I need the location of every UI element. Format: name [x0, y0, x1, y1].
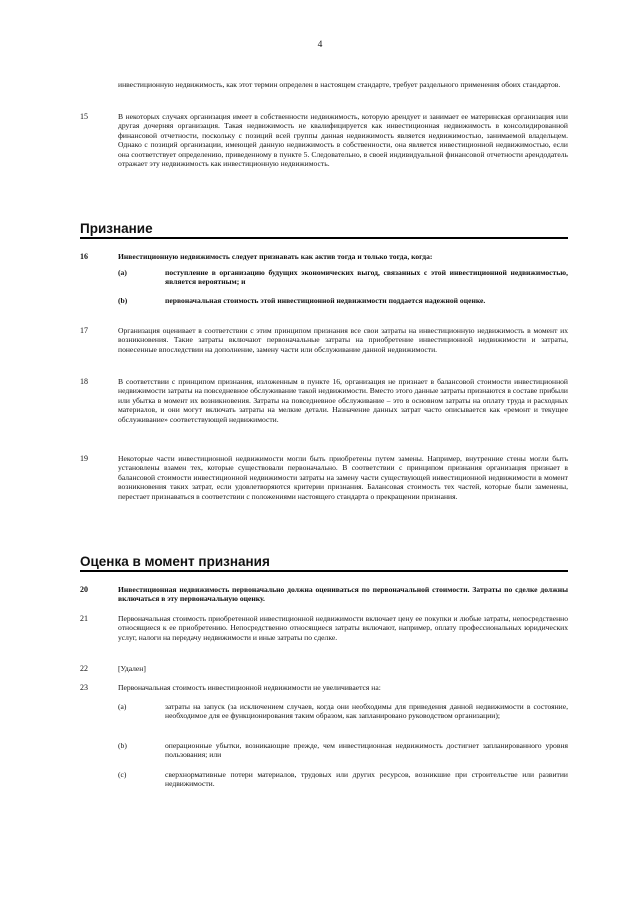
paragraph-number: 20: [80, 585, 88, 594]
paragraph-text: В некоторых случаях организация имеет в собственности недвижимость, которую арендует и занимает ее материнская организация или другая дочерняя организация. Такая недвижимость не квалифицируется как инвестиционная недвижимость в консолидированной финансовой отчетности, поскольку с позиций всей группы данная недвижимость является недвижимостью, занимаемой владельцем. Однако с позиций организации, имеющей данную недвижимость в собственности, она является инвестиционной недвижимостью, если она соответствует определению, приведенному в пункте 5. Следовательно, в своей индивидуальной финансовой отчетности арендодатель отражает эту недвижимость как инвестиционную недвижимость.: [118, 112, 568, 169]
paragraph-text: Инвестиционная недвижимость первоначально должна оцениваться по первоначальной стоимости. Затраты по сделке должны включаться в эту первоначальную оценку.: [118, 585, 568, 604]
paragraph-text: Инвестиционную недвижимость следует признавать как актив тогда и только тогда, когда:: [118, 252, 433, 261]
paragraph-text: В соответствии с принципом признания, изложенным в пункте 16, организация не признает в балансовой стоимости инвестиционной недвижимости затраты на повседневное обслуживание такой недвижимости. Вместо этого данные затраты признаются в составе прибыли или убытка в момент их возникновения. Затраты на повседневное обслуживание – это в основном затраты на оплату труда и расходных материалов, и они могут включать затраты на мелкие детали. Назначение данных затрат часто описывается как «ремонт и текущее обслуживание» соответствующей недвижимости.: [118, 377, 568, 424]
subitem-text: затраты на запуск (за исключением случаев, когда они необходимы для приведения данной недвижимости в состояние, необходимое для ее функционирования таким образом, как запланировано руководством организации);: [165, 702, 568, 721]
paragraph-number: 23: [80, 683, 88, 692]
section-heading-measurement: Оценка в момент признания: [80, 554, 568, 572]
paragraph-number: 21: [80, 614, 88, 623]
subitem-letter: (c): [118, 770, 127, 779]
paragraph-number: 22: [80, 664, 88, 673]
paragraph-text: [Удален]: [118, 664, 146, 673]
subitem-letter: (а): [118, 702, 127, 711]
subitem-text: поступление в организацию будущих экономических выгод, связанных с этой инвестиционной недвижимостью, является вероятным; и: [165, 268, 568, 287]
paragraph-number: 16: [80, 252, 88, 261]
paragraph-number: 15: [80, 112, 88, 121]
subitem-letter: (а): [118, 268, 127, 277]
subitem-text: сверхнормативные потери материалов, трудовых или других ресурсов, возникшие при строительстве или развитии недвижимости.: [165, 770, 568, 789]
paragraph-text: Организация оценивает в соответствии с этим принципом признания все свои затраты на инвестиционную недвижимость в момент их возникновения. Такие затраты включают первоначальные затраты на приобретение инвестиционной недвижимости и затраты, понесенные впоследствии на дополнение, замену части или обслуживание данной недвижимости.: [118, 326, 568, 354]
subitem-letter: (b): [118, 296, 128, 305]
page-number: 4: [317, 40, 323, 50]
subitem-text: первоначальная стоимость этой инвестиционной недвижимости поддается надежной оценке.: [165, 296, 486, 305]
subitem-letter: (b): [118, 741, 127, 750]
paragraph-text: инвестиционную недвижимость, как этот термин определен в настоящем стандарте, требует раздельного применения обоих стандартов.: [118, 80, 561, 89]
subitem-text: операционные убытки, возникающие прежде, чем инвестиционная недвижимость достигнет запланированного уровня пользования; или: [165, 741, 568, 760]
paragraph-text: Первоначальная стоимость инвестиционной недвижимости не увеличивается на:: [118, 683, 381, 692]
paragraph-number: 19: [80, 454, 88, 463]
paragraph-number: 17: [80, 326, 88, 335]
paragraph-number: 18: [80, 377, 88, 386]
section-heading-recognition: Признание: [80, 221, 568, 239]
paragraph-text: Первоначальная стоимость приобретенной инвестиционной недвижимости включает цену ее покупки и любые затраты, непосредственно относящиеся к ее приобретению. Непосредственно относящиеся затраты включают, например, оплату профессиональных юридических услуг, налоги на передачу недвижимости и иные затраты по сделке.: [118, 614, 568, 642]
paragraph-text: Некоторые части инвестиционной недвижимости могли быть приобретены путем замены. Например, внутренние стены могли быть установлены взамен тех, которые существовали первоначально. В соответствии с принципом признания организация признает в балансовой стоимости инвестиционной недвижимости затраты на замену части существующей инвестиционной недвижимости в момент возникновения таких затрат, если удовлетворяются критерии признания. Балансовая стоимость тех частей, которые были заменены, перестает признаваться в соответствии с положениями настоящего стандарта о прекращении признания.: [118, 454, 568, 501]
